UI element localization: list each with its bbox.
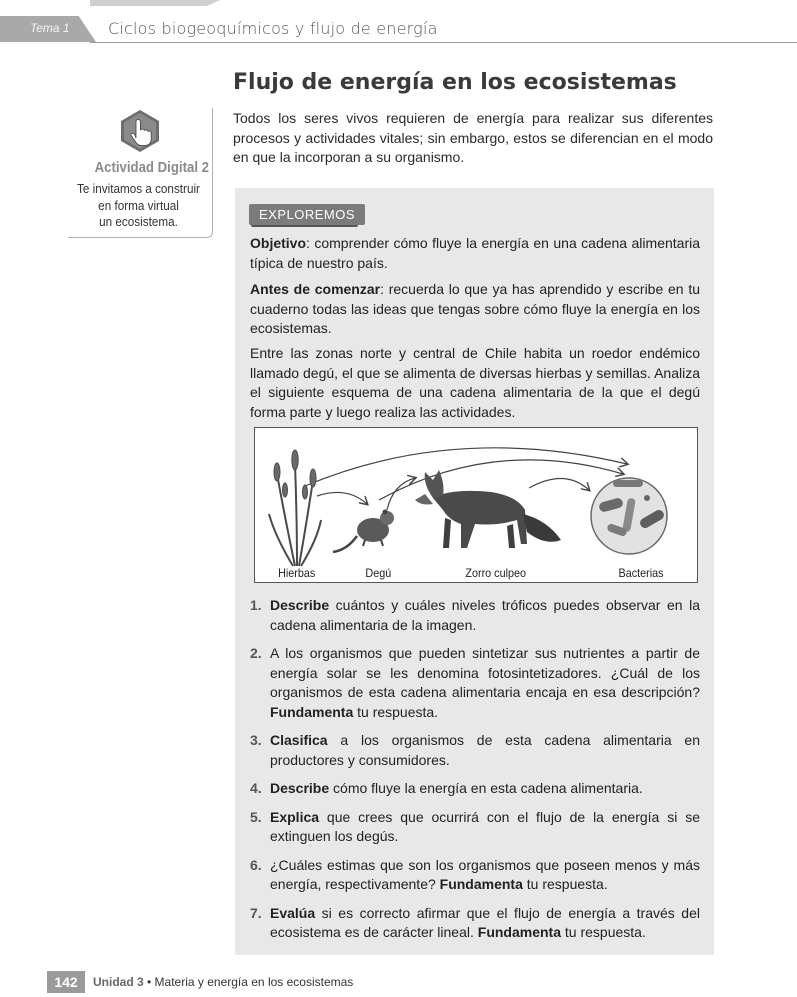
arrow-degu-to-bacteria <box>379 460 623 500</box>
activity-verb-2: Fundamenta <box>439 876 523 892</box>
page-number: 142 <box>47 971 85 993</box>
activity-item <box>250 904 700 943</box>
food-chain-illustration <box>255 428 696 581</box>
activity-item <box>250 856 700 895</box>
header-decoration <box>90 0 220 6</box>
activity-text-2: tu respuesta. <box>353 703 439 720</box>
activity-item <box>250 644 700 722</box>
activity-number: 1. <box>250 597 262 613</box>
objective-paragraph <box>250 234 700 273</box>
digital-activity-title: Actividad Digital 2 <box>94 159 209 176</box>
activity-verb: Clasifica <box>270 732 328 748</box>
digital-activity-line: en forma virtual <box>98 197 179 213</box>
activity-text: a los organismos de esta cadena alimentaria en productores y consumidores. <box>270 732 700 768</box>
activity-text: que crees que ocurrirá con el flujo de la energía si se extinguen los degús. <box>270 808 700 844</box>
objective-label: Objetivo <box>250 235 307 251</box>
header-divider <box>90 42 797 43</box>
header-tab-label: Tema 1 <box>30 21 70 35</box>
figure-label-degu: Degú <box>365 566 392 580</box>
activity-number: 7. <box>250 904 262 921</box>
footer-unit <box>93 975 353 989</box>
arrow-grass-to-degu <box>317 492 367 504</box>
activity-list <box>250 596 700 952</box>
before-label: Antes de comenzar <box>250 281 381 297</box>
header-title: Ciclos biogeoquímicos y flujo de energía <box>108 19 438 38</box>
footer-unit-label: Unidad 3 <box>93 975 144 989</box>
intro-paragraph: Todos los seres vivos requieren de energía para realizar sus diferentes procesos y actividades vitales; sin embargo, estos se diferencian en el modo en que la incorporan a su organismo. <box>233 110 713 165</box>
before-text: : recuerda lo que ya has aprendido y escribe en tu cuaderno todas las ideas que tengas sobre cómo fluye la energía en los ecosistemas. <box>250 281 700 336</box>
digital-activity-text <box>75 181 202 231</box>
figure-label-bacteria: Bacterias <box>618 566 664 580</box>
activity-text: cómo fluye la energía en esta cadena alimentaria. <box>329 780 643 796</box>
activity-text-2: tu respuesta. <box>561 924 646 940</box>
activity-text: cuántos y cuáles niveles tróficos puedes observar en la cadena alimentaria de la imagen. <box>270 597 700 633</box>
fox-icon <box>415 470 561 548</box>
context-paragraph: Entre las zonas norte y central de Chile habita un roedor endémico llamado degú, el que se alimenta de diversas hierbas y semillas. Analiza el siguiente esquema de una cadena alimentaria de la que el degú forma parte y luego realiza las actividades. <box>250 345 700 420</box>
activity-item <box>250 779 700 799</box>
activity-number: 4. <box>250 780 262 796</box>
degu-icon <box>333 510 394 553</box>
activity-number: 6. <box>250 856 262 873</box>
bacteria-icon <box>591 478 667 554</box>
before-paragraph <box>250 280 700 339</box>
hand-pointer-icon[interactable] <box>117 108 163 154</box>
activity-text: A los organismos que pueden sintetizar sus nutrientes a partir de energía solar se les denomina fotosintetizadores. ¿Cuál de los organismos de esta cadena alimentaria encaja en esa descripción? <box>270 645 700 700</box>
activity-item <box>250 596 700 635</box>
grass-icon <box>269 450 321 566</box>
footer-topic: Materia y energía en los ecosistemas <box>154 975 354 989</box>
activity-verb: Describe <box>270 780 330 796</box>
page-header <box>0 0 797 44</box>
explore-badge: EXPLOREMOS <box>249 204 365 225</box>
activity-text: si es correcto afirmar que el flujo de energía a través del ecosistema es de carácter lineal. <box>270 904 700 940</box>
activity-number: 2. <box>250 645 262 661</box>
digital-activity-line: Te invitamos a construir <box>77 181 200 196</box>
activity-verb: Evalúa <box>270 904 316 921</box>
activity-verb-2: Fundamenta <box>270 703 354 720</box>
activity-text: ¿Cuáles estimas que son los organismos que poseen menos y más energía, respectivamente? <box>270 856 700 892</box>
footer-separator: • <box>143 975 155 989</box>
page-title: Flujo de energía en los ecosistemas <box>233 70 677 95</box>
activity-verb: Describe <box>270 597 330 613</box>
digital-activity-line: un ecosistema. <box>99 214 178 229</box>
objective-text: : comprender cómo fluye la energía en una cadena alimentaria típica de nuestro país. <box>250 235 700 271</box>
arrow-fox-to-bacteria <box>529 478 589 490</box>
activity-text-2: tu respuesta. <box>522 876 608 892</box>
figure-label-fox: Zorro culpeo <box>465 566 527 580</box>
activity-verb: Explica <box>270 808 320 825</box>
activity-item <box>250 731 700 770</box>
food-chain-figure <box>254 427 698 583</box>
activity-item <box>250 808 700 847</box>
activity-number: 3. <box>250 732 262 748</box>
activity-verb-2: Fundamenta <box>477 924 561 940</box>
figure-label-grass: Hierbas <box>278 566 316 580</box>
activity-number: 5. <box>250 808 262 825</box>
